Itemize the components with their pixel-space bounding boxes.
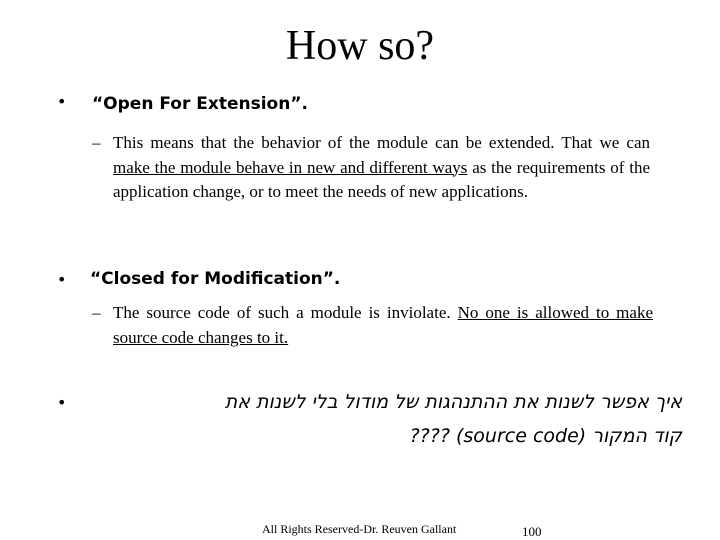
section-heading-closed: “Closed for Modification”.	[90, 269, 341, 289]
body-text: as the requirements of the application change, or to meet the needs of new applications.	[113, 157, 651, 201]
underlined-text: make the module behave in new and different ways	[113, 157, 468, 177]
body-text: This means that the behavior of the module can be extended. That we can	[113, 133, 650, 152]
dash-icon: –	[92, 303, 101, 322]
underlined-text: No one is allowed to make source code changes to it.	[113, 303, 653, 347]
dash-icon: –	[92, 133, 101, 152]
bullet-icon: •	[57, 270, 67, 289]
hebrew-line-1: איך אפשר לשנות את ההתנהגות של מודול בלי לשנות את	[224, 391, 682, 413]
section-heading-open: “Open For Extension”.	[92, 94, 308, 114]
hebrew-line-2: קוד המקור (source code) ????	[409, 425, 682, 447]
footer-copyright: All Rights Reserved-Dr. Reuven Gallant	[262, 522, 457, 536]
page-number: 100	[522, 524, 542, 539]
section-body-open	[113, 131, 650, 205]
body-text: The source code of such a module is inviolate.	[113, 303, 458, 322]
bullet-icon: •	[57, 393, 67, 412]
bullet-icon: •	[57, 92, 67, 111]
section-body-closed	[113, 301, 653, 350]
slide-title: How so?	[285, 23, 435, 69]
hebrew-question	[82, 385, 682, 453]
